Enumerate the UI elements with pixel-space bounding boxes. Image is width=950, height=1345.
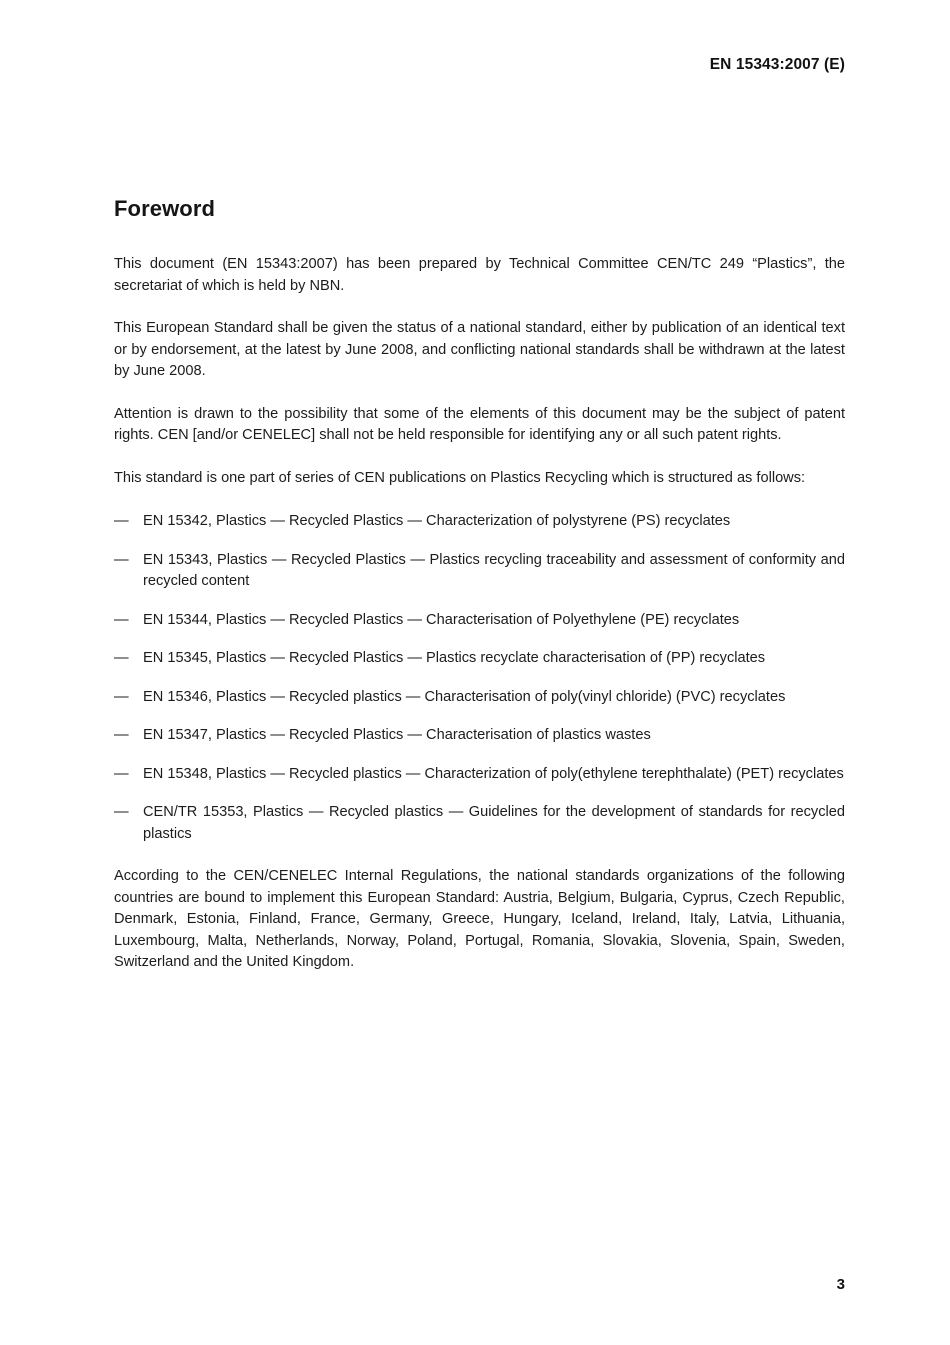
foreword-paragraph-1: This document (EN 15343:2007) has been prepared by Technical Committee CEN/TC 249 “Plastics”, the secretariat of which is held by NBN.	[114, 256, 845, 294]
list-item	[114, 610, 845, 632]
foreword-paragraph-3: Attention is drawn to the possibility that some of the elements of this document may be the subject of patent rights. CEN [and/or CENELEC] shall not be held responsible for identifying any or all such patent rights.	[114, 405, 845, 443]
page-number: 3	[836, 1276, 845, 1293]
page-content	[114, 196, 845, 974]
em-dash-icon: —	[114, 650, 129, 666]
list-item-label: EN 15346, Plastics — Recycled plastics — Characterisation of poly(vinyl chloride) (PVC) recyclates	[143, 688, 786, 705]
em-dash-icon: —	[114, 727, 129, 743]
em-dash-icon: —	[114, 551, 129, 568]
list-item-label: EN 15347, Plastics — Recycled Plastics — Characterisation of plastics wastes	[143, 727, 651, 743]
list-item-label: EN 15344, Plastics — Recycled Plastics — Characterisation of Polyethylene (PE) recyclates	[143, 611, 740, 628]
list-item-label: CEN/TR 15353, Plastics — Recycled plastics — Guidelines for the development of standards for recycled plastics	[143, 804, 845, 842]
em-dash-icon: —	[114, 513, 129, 529]
list-item	[114, 687, 845, 709]
list-item	[114, 550, 845, 593]
list-item	[114, 648, 845, 670]
em-dash-icon: —	[114, 804, 129, 820]
page-title: Foreword	[114, 196, 216, 221]
list-item	[114, 764, 845, 786]
em-dash-icon: —	[114, 611, 129, 628]
list-item-label: EN 15343, Plastics — Recycled Plastics — Plastics recycling traceability and assessment of conformity and recycled content	[143, 551, 845, 589]
list-item-label: EN 15345, Plastics — Recycled Plastics — Plastics recyclate characterisation of (PP) recyclates	[143, 650, 766, 666]
em-dash-icon: —	[114, 765, 129, 782]
running-header-standard-ref: EN 15343:2007 (E)	[709, 56, 845, 73]
list-item-label: EN 15348, Plastics — Recycled plastics — Characterization of poly(ethylene terephthalate) (PET) recyclates	[143, 765, 844, 782]
em-dash-icon: —	[114, 688, 129, 705]
related-standards-list	[114, 511, 845, 845]
foreword-paragraph-2: This European Standard shall be given the status of a national standard, either by publication of an identical text or by endorsement, at the latest by June 2008, and conflicting national standards shall be withdrawn at the latest by June 2008.	[114, 320, 845, 379]
list-item	[114, 802, 845, 845]
list-item	[114, 511, 845, 533]
list-item-label: EN 15342, Plastics — Recycled Plastics — Characterization of polystyrene (PS) recyclates	[143, 513, 731, 529]
foreword-paragraph-4: This standard is one part of series of CEN publications on Plastics Recycling which is structured as follows:	[114, 469, 806, 486]
closing-paragraph: According to the CEN/CENELEC Internal Regulations, the national standards organizations of the following countries are bound to implement this European Standard: Austria, Belgium, Bulgaria, Cyprus, Czech Republic, Denmark, Estonia, Finland, France, Germany, Greece, Hungary, Iceland, Ireland, Italy, Latvia, Lithuania, Luxembourg, Malta, Netherlands, Norway, Poland, Portugal, Romania, Slovakia, Slovenia, Spain, Sweden, Switzerland and the United Kingdom.	[114, 868, 845, 970]
list-item	[114, 725, 845, 747]
